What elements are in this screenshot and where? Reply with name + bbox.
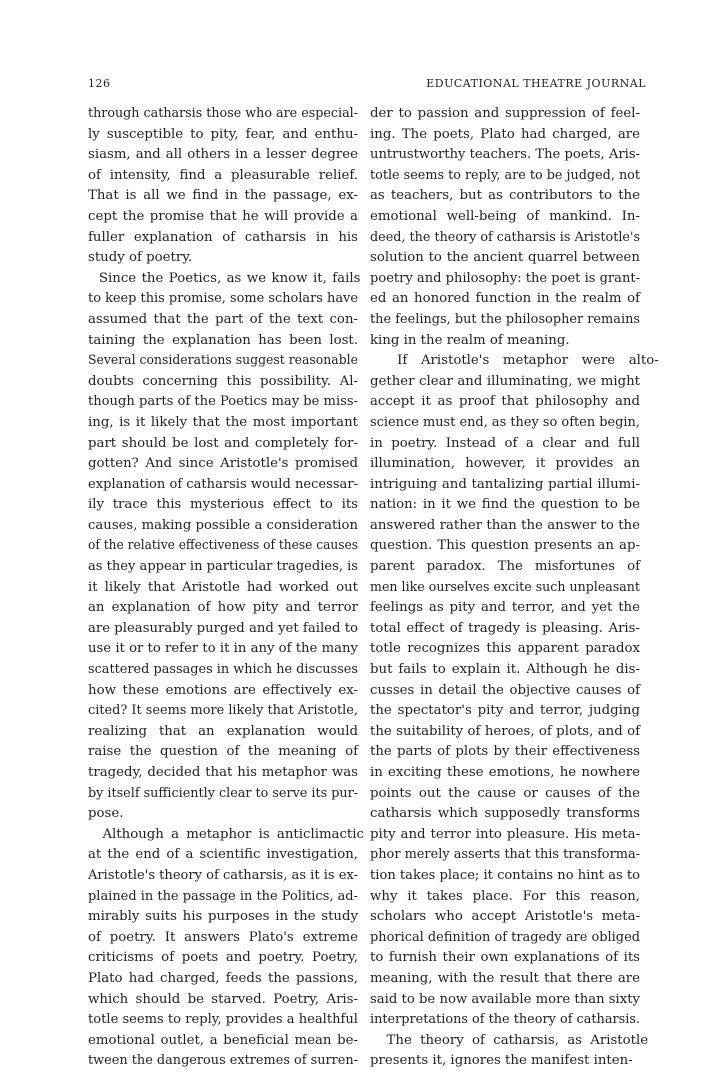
text-line: tragedy, decided that his metaphor was <box>88 765 358 780</box>
text-line: fuller explanation of catharsis in his <box>88 229 358 245</box>
running-head <box>88 77 646 95</box>
text-line: how these emotions are effectively ex- <box>88 682 358 698</box>
text-line: by itself sufficiently clear to serve its pur- <box>88 785 358 801</box>
text-line: of intensity, find a pleasurable relief. <box>88 167 358 183</box>
text-line: said to be now available more than sixty <box>370 991 640 1007</box>
text-line: study of poetry. <box>88 250 193 266</box>
text-line: of the relative effectiveness of these causes <box>88 538 358 554</box>
text-line: scattered passages in which he discusses <box>88 662 358 678</box>
text-line: explanation of catharsis would necessar- <box>88 476 358 492</box>
page-number: 126 <box>88 77 111 90</box>
text-line: assumed that the part of the text con- <box>88 311 358 327</box>
text-line: are pleasurably purged and yet failed to <box>88 620 358 636</box>
text-line: emotional outlet, a beneficial mean be- <box>88 1032 358 1048</box>
text-line: use it or to refer to it in any of the many <box>88 641 358 657</box>
text-line: totle recognizes this apparent paradox <box>370 641 640 657</box>
text-line: ly susceptible to pity, fear, and enthu- <box>88 126 358 142</box>
text-line: to keep this promise, some scholars have <box>88 291 358 307</box>
text-line: ing, is it likely that the most important <box>88 414 358 430</box>
text-line: as they appear in particular tragedies, is <box>88 559 358 575</box>
text-line: science must end, as they so often begin, <box>370 414 640 430</box>
text-line: though parts of the Poetics may be miss- <box>88 394 358 410</box>
text-line: gotten? And since Aristotle's promised <box>88 456 358 472</box>
text-line: totle seems to reply, provides a healthful <box>88 1012 358 1028</box>
right-column <box>370 104 659 1072</box>
text-line: The theory of catharsis, as Aristotle <box>370 1032 649 1048</box>
text-line: criticisms of poets and poetry. Poetry, <box>88 950 358 966</box>
text-line: ing. The poets, Plato had charged, are <box>370 126 640 142</box>
text-line: taining the explanation has been lost. <box>88 332 358 348</box>
text-line: points out the cause or causes of the <box>370 785 640 801</box>
text-line: causes, making possible a consideration <box>88 517 358 533</box>
text-line: pity and terror into pleasure. His meta- <box>370 826 640 842</box>
text-line: why it takes place. For this reason, <box>370 888 640 904</box>
text-line: but fails to explain it. Although he dis- <box>370 662 640 678</box>
text-line: nation: in it we find the question to be <box>370 497 640 513</box>
text-line: the spectator's pity and terror, judging <box>370 703 640 719</box>
journal-title: EDUCATIONAL THEATRE JOURNAL <box>426 77 646 90</box>
text-line: the feelings, but the philosopher remains <box>370 311 640 327</box>
text-line: If Aristotle's metaphor were alto- <box>370 353 659 369</box>
text-line: to furnish their own explanations of its <box>370 950 640 966</box>
text-line: emotional well-being of mankind. In- <box>370 208 640 224</box>
text-line: the suitability of heroes, of plots, and of <box>370 723 640 739</box>
text-line: phor merely asserts that this transforma- <box>370 847 640 863</box>
text-line: totle seems to reply, are to be judged, not <box>370 167 640 183</box>
text-line: part should be lost and completely for- <box>88 435 358 451</box>
text-line: an explanation of how pity and terror <box>88 600 358 616</box>
text-line: answered rather than the answer to the <box>370 517 640 533</box>
text-line: intriguing and tantalizing partial illumi- <box>370 476 640 492</box>
text-line: phorical definition of tragedy are obliged <box>370 929 640 945</box>
text-line: That is all we find in the passage, ex- <box>88 188 358 204</box>
text-line: solution to the ancient quarrel between <box>370 250 640 266</box>
text-line: the parts of plots by their effectiveness <box>370 744 640 760</box>
text-line: in exciting these emotions, he nowhere <box>370 765 640 780</box>
text-line: ed an honored function in the realm of <box>370 291 640 307</box>
text-line: mirably suits his purposes in the study <box>88 909 358 925</box>
text-line: cusses in detail the objective causes of <box>370 682 640 698</box>
text-line: Although a metaphor is anticlimactic <box>88 826 364 842</box>
text-line: ily trace this mysterious effect to its <box>88 497 358 513</box>
text-line: Several considerations suggest reasonable <box>88 353 358 369</box>
text-line: Since the Poetics, as we know it, fails <box>88 270 361 286</box>
text-line: as teachers, but as contributors to the <box>370 188 640 204</box>
text-line: illumination, however, it provides an <box>370 456 640 472</box>
text-line: interpretations of the theory of catharsis. <box>370 1012 640 1028</box>
text-line: untrustworthy teachers. The poets, Aris- <box>370 147 640 163</box>
text-line: through catharsis those who are especial- <box>88 106 358 121</box>
text-line: in poetry. Instead of a clear and full <box>370 435 640 451</box>
text-line: Plato had charged, feeds the passions, <box>88 970 358 986</box>
text-line: men like ourselves excite such unpleasant <box>370 579 640 595</box>
left-column <box>88 104 364 1072</box>
text-line: der to passion and suppression of feel- <box>370 106 640 121</box>
text-line: presents it, ignores the manifest inten- <box>370 1053 633 1069</box>
text-line: of poetry. It answers Plato's extreme <box>88 929 358 945</box>
text-line: realizing that an explanation would <box>88 723 358 739</box>
text-line: pose. <box>88 806 124 822</box>
text-line: raise the question of the meaning of <box>88 744 358 760</box>
text-line: king in the realm of meaning. <box>370 332 570 348</box>
text-line: siasm, and all others in a lesser degree <box>88 147 358 163</box>
text-line: catharsis which supposedly transforms <box>370 806 640 822</box>
text-line: cited? It seems more likely that Aristotle, <box>88 703 358 719</box>
text-line: accept it as proof that philosophy and <box>370 394 640 410</box>
text-line: feelings as pity and terror, and yet the <box>370 600 640 616</box>
text-line: deed, the theory of catharsis is Aristotle's <box>370 229 640 245</box>
text-line: tween the dangerous extremes of surren- <box>88 1053 358 1069</box>
text-line: parent paradox. The misfortunes of <box>370 559 640 575</box>
text-line: plained in the passage in the Politics, ad- <box>88 888 358 904</box>
text-line: cept the promise that he will provide a <box>88 208 358 224</box>
text-line: at the end of a scientific investigation, <box>88 847 358 863</box>
text-line: meaning, with the result that there are <box>370 970 640 986</box>
text-line: which should be starved. Poetry, Aris- <box>88 991 358 1007</box>
text-line: tion takes place; it contains no hint as to <box>370 867 640 883</box>
text-line: scholars who accept Aristotle's meta- <box>370 909 640 925</box>
text-line: gether clear and illuminating, we might <box>370 373 640 389</box>
text-line: total effect of tragedy is pleasing. Aris- <box>370 620 640 636</box>
text-line: doubts concerning this possibility. Al- <box>88 373 358 389</box>
text-line: it likely that Aristotle had worked out <box>88 579 358 595</box>
text-line: poetry and philosophy: the poet is grant- <box>370 270 640 286</box>
text-line: Aristotle's theory of catharsis, as it is ex- <box>88 867 358 883</box>
text-line: question. This question presents an ap- <box>370 538 640 554</box>
